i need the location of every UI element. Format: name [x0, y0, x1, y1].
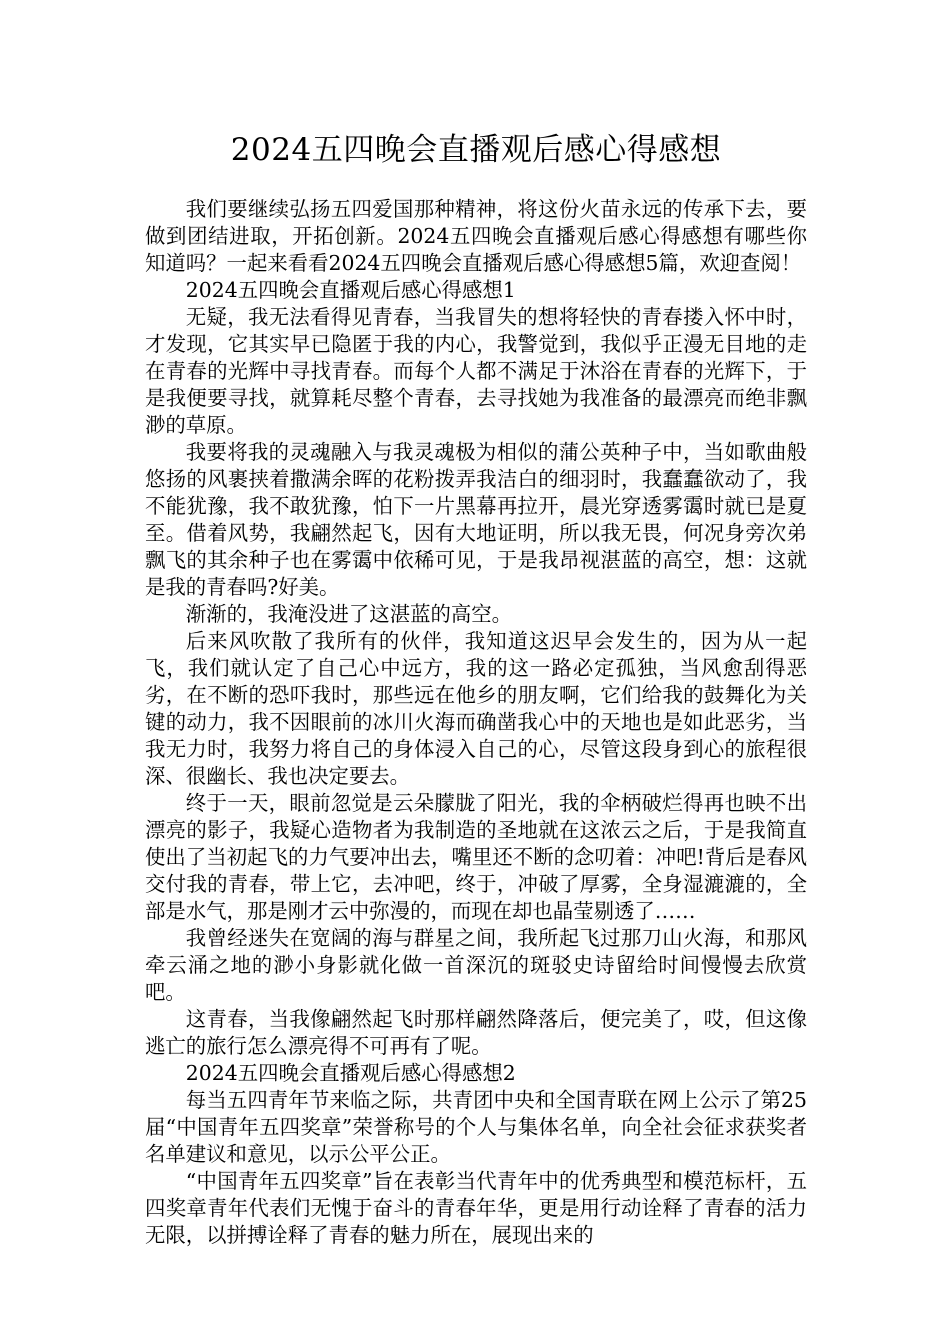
body-paragraph: 我们要继续弘扬五四爱国那种精神，将这份火苗永远的传承下去，要做到团结进取，开拓创新。2024五四晚会直播观后感心得感想有哪些你知道吗？一起来看看2024五四晚会直播观后感心得感想5篇，欢迎查阅！ [145, 197, 807, 275]
body-paragraph: 渐渐的，我淹没进了这湛蓝的高空。 [185, 602, 513, 626]
body-paragraph: 这青春，当我像翩然起飞时那样翩然降落后，便完美了，哎，但这像逃亡的旅行怎么漂亮得不可再有了呢。 [145, 1007, 807, 1058]
body-paragraph: “中国青年五四奖章”旨在表彰当代青年中的优秀典型和模范标杆，五四奖章青年代表们无愧于奋斗的青春年华，更是用行动诠释了青春的活力无限，以拼搏诠释了青春的魅力所在，展现出来的 [145, 1169, 807, 1247]
body-paragraph: 我曾经迷失在宽阔的海与群星之间，我所起飞过那刀山火海，和那风牵云涌之地的渺小身影就化做一首深沉的斑驳史诗留给时间慢慢去欣赏吧。 [145, 926, 807, 1004]
body-paragraph: 我要将我的灵魂融入与我灵魂极为相似的蒲公英种子中，当如歌曲般悠扬的风裹挟着撒满余晖的花粉拨弄我洁白的细羽时，我蠢蠢欲动了，我不能犹豫，我不敢犹豫，怕下一片黑幕再拉开，晨光穿透雾霭时就已是夏至。借着风势，我翩然起飞，因有大地证明，所以我无畏，何况身旁次弟飘飞的其余种子也在雾霭中依稀可见，于是我昂视湛蓝的高空，想：这就是我的青春吗?好美。 [145, 440, 807, 599]
section-heading: 2024五四晚会直播观后感心得感想2 [185, 1061, 516, 1085]
section-heading: 2024五四晚会直播观后感心得感想1 [185, 278, 516, 302]
body-paragraph: 无疑，我无法看得见青春，当我冒失的想将轻快的青春搂入怀中时，才发现，它其实早已隐匿于我的内心，我警觉到，我似乎正漫无目地的走在青春的光辉中寻找青春。而每个人都不满足于沐浴在青春的光辉下，于是我便要寻找，就算耗尽整个青春，去寻找她为我准备的最漂亮而绝非飘渺的草原。 [145, 305, 807, 437]
body-paragraph: 后来风吹散了我所有的伙伴，我知道这迟早会发生的，因为从一起飞，我们就认定了自己心中远方，我的这一路必定孤独，当风愈刮得恶劣，在不断的恐吓我时，那些远在他乡的朋友啊，它们给我的鼓舞化为关键的动力，我不因眼前的冰川火海而确凿我心中的天地也是如此恶劣，当我无力时，我努力将自己的身体浸入自己的心，尽管这段身到心的旅程很深、很幽长、我也决定要去。 [145, 629, 807, 788]
document-body [145, 196, 807, 1249]
body-paragraph: 终于一天，眼前忽觉是云朵朦胧了阳光，我的伞柄破烂得再也映不出漂亮的影子，我疑心造物者为我制造的圣地就在这浓云之后，于是我简直使出了当初起飞的力气要冲出去，嘴里还不断的念叨着：冲吧!背后是春风交付我的青春，带上它，去冲吧，终于，冲破了厚雾，全身湿漉漉的，全部是水气，那是刚才云中弥漫的，而现在却也晶莹剔透了…… [145, 791, 807, 923]
document-page [145, 0, 807, 1249]
document-title: 2024五四晚会直播观后感心得感想 [230, 132, 722, 168]
body-paragraph: 每当五四青年节来临之际，共青团中央和全国青联在网上公示了第25届“中国青年五四奖章”荣誉称号的个人与集体名单，向全社会征求获奖者名单建议和意见，以示公平公正。 [145, 1088, 807, 1166]
